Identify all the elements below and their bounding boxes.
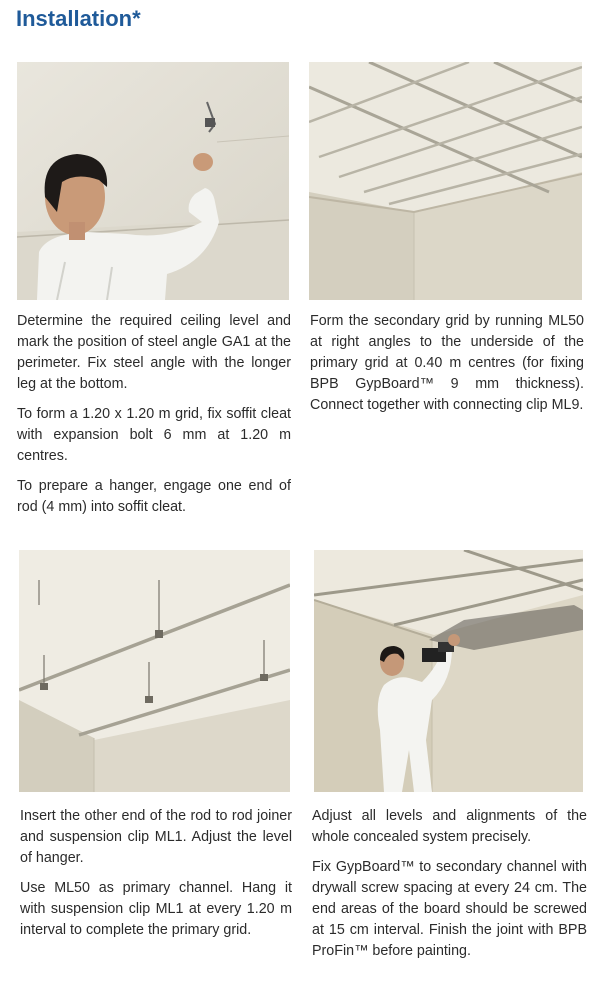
page-title: Installation*: [16, 6, 141, 31]
step-1-text: [17, 311, 291, 527]
step-1-paragraph-2: To form a 1.20 x 1.20 m grid, fix soffit cleat with expansion bolt 6 mm at 1.20 m centres.: [17, 406, 291, 464]
step-2-paragraph-1: Form the secondary grid by running ML50 at right angles to the underside of the primary grid at 0.40 m centres (for fixing BPB GypBoard™ 9 mm thickness). Connect together with connecting clip ML9.: [310, 313, 584, 413]
step-4-text: [312, 806, 587, 971]
step-4-photo: [314, 550, 583, 792]
step-3-photo: [19, 550, 290, 792]
step-3-paragraph-1: Insert the other end of the rod to rod joiner and suspension clip ML1. Adjust the level of hanger.: [20, 808, 292, 866]
step-1-paragraph-3: To prepare a hanger, engage one end of rod (4 mm) into soffit cleat.: [17, 478, 291, 515]
step-4-paragraph-2: Fix GypBoard™ to secondary channel with drywall screw spacing at every 24 cm. The end areas of the board should be screwed at 15 cm interval. Finish the joint with BPB ProFin™ before painting.: [312, 859, 587, 959]
step-1-photo: [17, 62, 289, 300]
step-1-paragraph-1: Determine the required ceiling level and mark the position of steel angle GA1 at the perimeter. Fix steel angle with the longer leg at the bottom.: [17, 313, 291, 392]
step-2-photo: [309, 62, 582, 300]
step-4-paragraph-1: Adjust all levels and alignments of the whole concealed system precisely.: [312, 808, 587, 845]
step-2-text: [310, 311, 584, 425]
step-3-paragraph-2: Use ML50 as primary channel. Hang it with suspension clip ML1 at every 1.20 m interval to complete the primary grid.: [20, 880, 292, 938]
step-3-text: [20, 806, 292, 950]
